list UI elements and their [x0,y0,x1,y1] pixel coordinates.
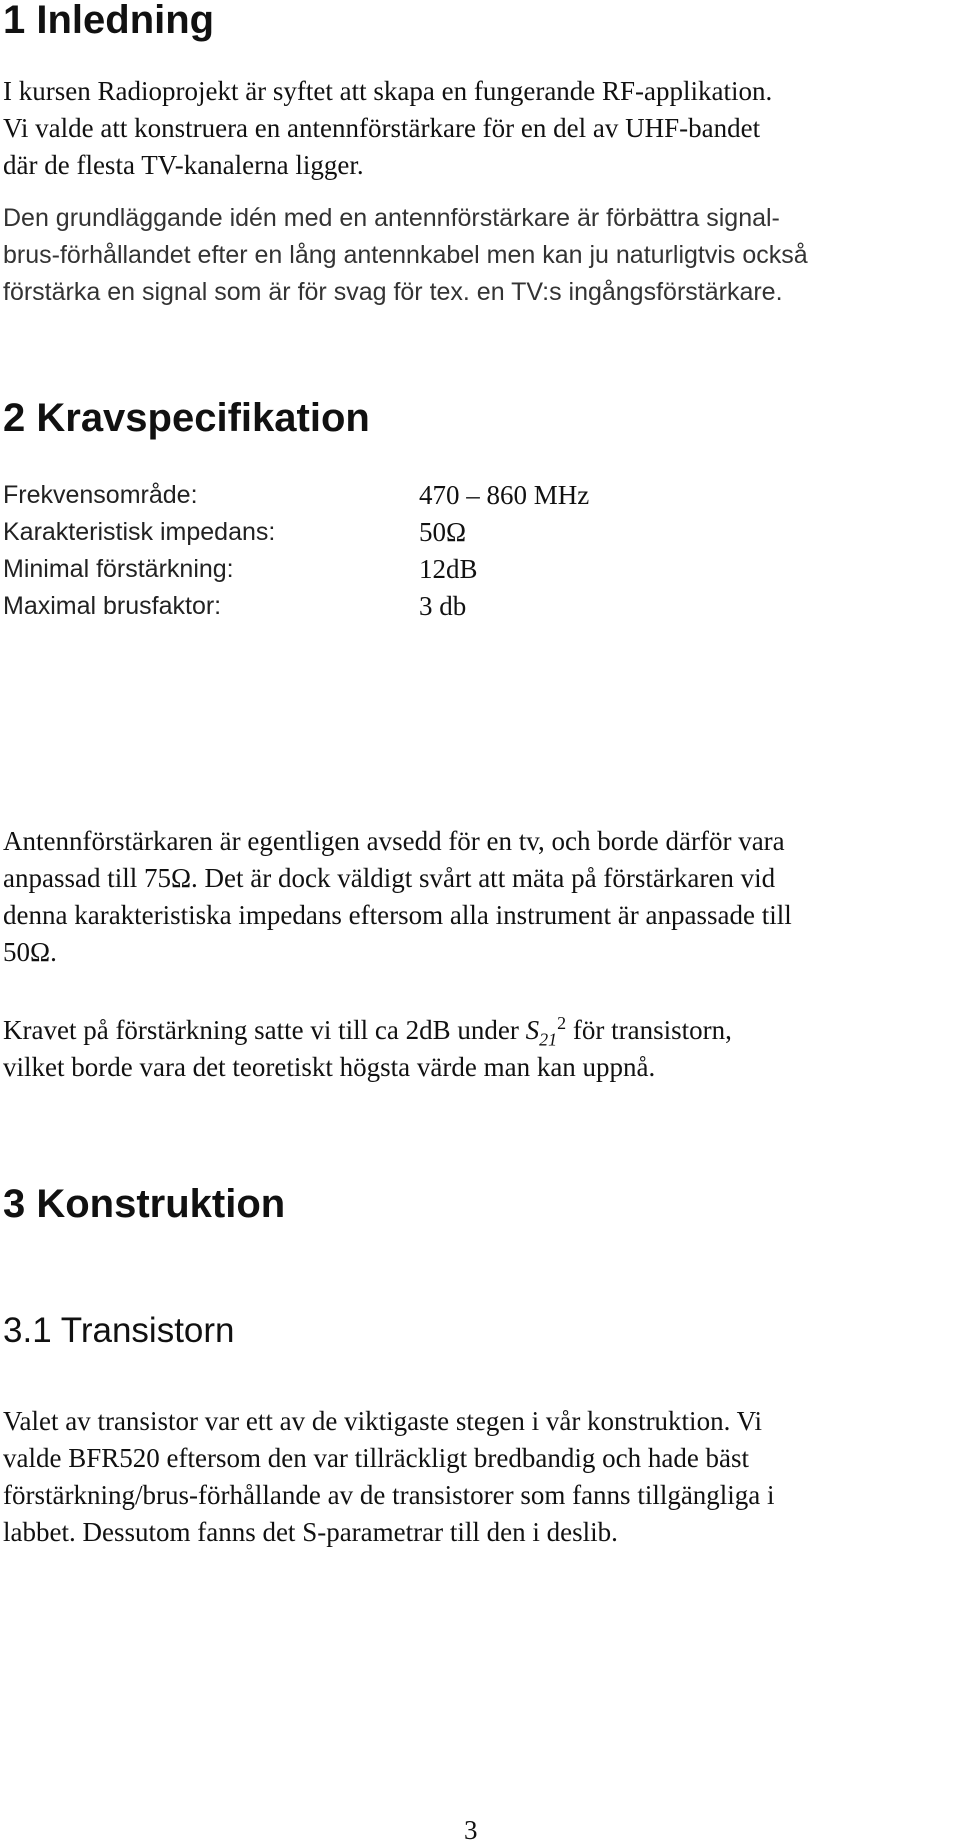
spec-row [3,551,703,588]
text-line: anpassad till 75Ω. Det är dock väldigt svårt att mäta på förstärkaren vid [3,863,776,893]
spec-row [3,477,703,514]
spec-label: Maximal brusfaktor: [3,592,222,620]
text-line: labbet. Dessutom fanns det S-parametrar till den i deslib. [3,1517,618,1547]
text-line: vilket borde vara det teoretiskt högsta värde man kan uppnå. [3,1052,656,1082]
superscript: 2 [557,1013,567,1033]
section-3-heading: 3 Konstruktion [3,1182,286,1226]
text-line: Vi valde att konstruera en antennförstärkare för en del av UHF-bandet [3,113,761,143]
spec-label: Frekvensområde: [3,481,198,509]
text-line: denna karakteristiska impedans eftersom alla instrument är anpassade till [3,900,792,930]
spec-row [3,588,703,625]
section-2-paragraph-2 [3,1012,732,1086]
section-2-heading: 2 Kravspecifikation [3,396,370,440]
section-1-paragraph-2 [3,200,808,311]
spec-value: 12dB [419,554,478,584]
spec-table [3,477,703,625]
text-line: Den grundläggande idén med en antennförstärkare är förbättra signal- [3,204,780,232]
text-fragment: Kravet på förstärkning satte vi till ca 2dB under [3,1015,519,1045]
section-1-heading: 1 Inledning [3,0,215,42]
spec-row [3,514,703,551]
text-fragment: för transistorn, [572,1015,732,1045]
symbol: S [525,1015,540,1045]
section-2-paragraph-1 [3,823,792,971]
text-line: förstärkning/brus-förhållande av de transistorer som fanns tillgängliga i [3,1480,775,1510]
text-line: där de flesta TV-kanalerna ligger. [3,150,364,180]
spec-value: 50Ω [419,517,467,547]
text-line: Valet av transistor var ett av de viktigaste stegen i vår konstruktion. Vi [3,1406,762,1436]
subscript: 21 [539,1029,558,1050]
text-line: Antennförstärkaren är egentligen avsedd för en tv, och borde därför vara [3,826,785,856]
text-line [3,1012,732,1049]
text-line: I kursen Radioprojekt är syftet att skapa en fungerande RF-applikation. [3,76,773,106]
section-3-1-paragraph [3,1403,775,1551]
text-line: 50Ω. [3,937,57,967]
page-number: 3 [464,1815,478,1845]
section-3-1-heading: 3.1 Transistorn [3,1311,235,1350]
spec-value: 470 – 860 MHz [419,480,590,510]
spec-label: Minimal förstärkning: [3,555,234,583]
s-parameter-symbol [525,1015,558,1050]
text-line: förstärka en signal som är för svag för tex. en TV:s ingångsförstärkare. [3,278,783,306]
text-line: brus-förhållandet efter en lång antennkabel men kan ju naturligtvis också [3,241,808,269]
spec-value: 3 db [419,591,467,621]
section-1-paragraph-1 [3,73,772,184]
text-line: valde BFR520 eftersom den var tillräckligt bredbandig och hade bäst [3,1443,750,1473]
spec-label: Karakteristisk impedans: [3,518,276,546]
